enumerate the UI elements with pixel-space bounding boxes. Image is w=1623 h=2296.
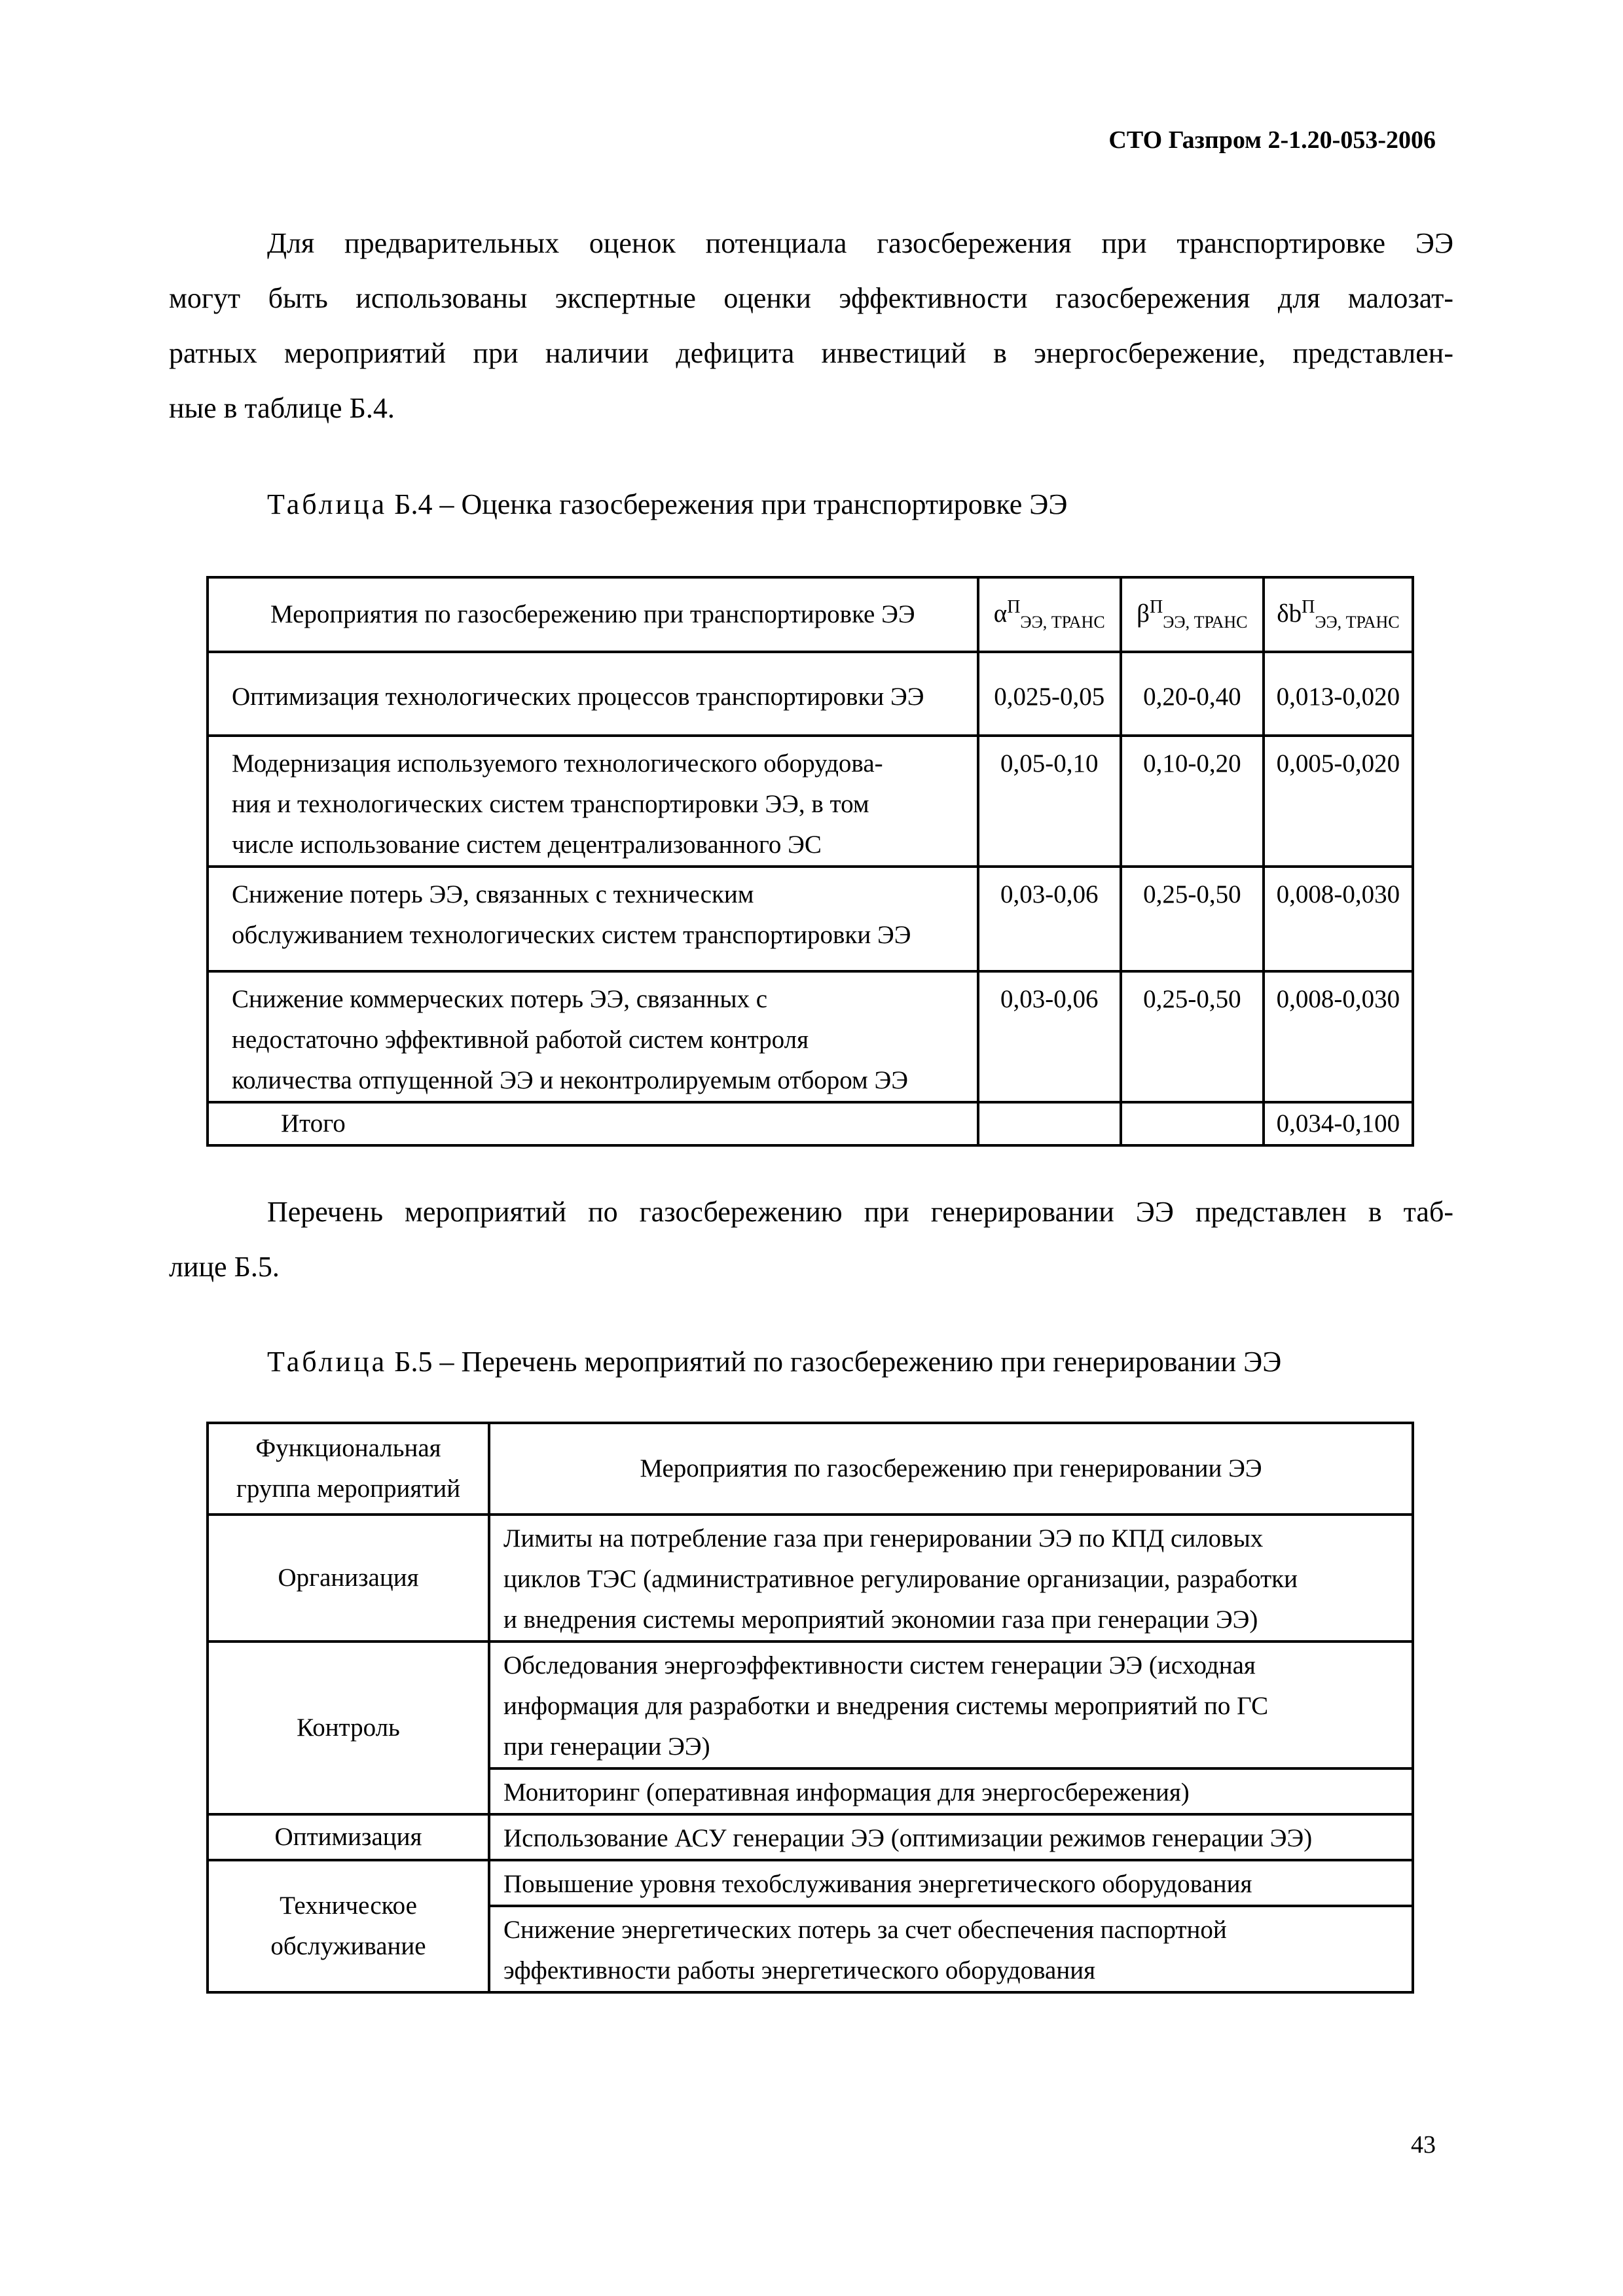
beta-cell: 0,10-0,20: [1121, 736, 1264, 867]
paragraph-line: Для предварительных оценок потенциала газосбережения при транспортировке ЭЭ: [267, 227, 1453, 259]
beta-cell: 0,25-0,50: [1121, 867, 1264, 971]
table-b4-caption: [267, 488, 1067, 521]
measure-cell: Снижение энергетических потерь за счет обеспечения паспортной эффективности работы энергетического оборудования: [489, 1906, 1413, 1992]
delta-cell: 0,008-0,030: [1264, 867, 1413, 971]
table-row: [208, 1814, 1413, 1860]
group-cell: Организация: [208, 1515, 489, 1641]
paragraph-line: ные в таблице Б.4.: [169, 392, 395, 424]
header-measure: Мероприятия по газосбережению при генерировании ЭЭ: [489, 1423, 1413, 1515]
table-header-row: [208, 577, 1413, 652]
alpha-cell: 0,025-0,05: [978, 652, 1121, 736]
document-code-header: СТО Газпром 2-1.20-053-2006: [1108, 126, 1436, 154]
measure-cell: Оптимизация технологических процессов транспортировки ЭЭ: [208, 652, 978, 736]
alpha-cell: 0,05-0,10: [978, 736, 1121, 867]
delta-cell: 0,013-0,020: [1264, 652, 1413, 736]
empty-cell: [978, 1102, 1121, 1145]
caption-text: Б.5 – Перечень мероприятий по газосбережению при генерировании ЭЭ: [394, 1346, 1282, 1378]
measure-cell: Модернизация используемого технологического оборудова- ния и технологических систем транспортировки ЭЭ, в том числе использование систем децентрализованного ЭС: [208, 736, 978, 867]
table-total-row: [208, 1102, 1413, 1145]
delta-cell: 0,008-0,030: [1264, 971, 1413, 1102]
intro-paragraph: [169, 216, 1453, 436]
table-b4: [206, 576, 1414, 1147]
measure-cell: Использование АСУ генерации ЭЭ (оптимизации режимов генерации ЭЭ): [489, 1814, 1413, 1860]
table-row: [208, 971, 1413, 1102]
empty-cell: [1121, 1102, 1264, 1145]
paragraph-line: лице Б.5.: [169, 1251, 280, 1283]
table-row: [208, 1860, 1413, 1906]
table-header-row: [208, 1423, 1413, 1515]
paragraph-line: могут быть использованы экспертные оценки эффективности газосбережения для малозат-: [169, 282, 1453, 314]
header-group: Функциональная группа мероприятий: [208, 1423, 489, 1515]
total-delta: 0,034-0,100: [1264, 1102, 1413, 1145]
delta-cell: 0,005-0,020: [1264, 736, 1413, 867]
mid-paragraph: [169, 1185, 1453, 1295]
measure-cell: Лимиты на потребление газа при генерировании ЭЭ по КПД силовых циклов ТЭС (административное регулирование организации, разработки и внедрения системы мероприятий экономии газа при генерации ЭЭ): [489, 1515, 1413, 1641]
header-beta: $\beta^П_{ЭЭ, ТРАНС}$: [1121, 577, 1264, 652]
measure-cell: Повышение уровня техобслуживания энергетического оборудования: [489, 1860, 1413, 1906]
group-cell: Техническое обслуживание: [208, 1860, 489, 1992]
header-measure: Мероприятия по газосбережению при транспортировке ЭЭ: [208, 577, 978, 652]
table-row: [208, 1641, 1413, 1768]
group-cell: Оптимизация: [208, 1814, 489, 1860]
beta-cell: 0,25-0,50: [1121, 971, 1264, 1102]
alpha-cell: 0,03-0,06: [978, 971, 1121, 1102]
alpha-cell: 0,03-0,06: [978, 867, 1121, 971]
caption-label: Таблица: [267, 1346, 388, 1378]
caption-label: Таблица: [267, 488, 388, 520]
group-cell: Контроль: [208, 1641, 489, 1814]
page-number: 43: [1411, 2131, 1436, 2159]
measure-cell: Мониторинг (оперативная информация для энергосбережения): [489, 1768, 1413, 1814]
total-label: Итого: [208, 1102, 978, 1145]
table-row: [208, 1515, 1413, 1641]
measure-cell: Снижение коммерческих потерь ЭЭ, связанных с недостаточно эффективной работой систем контроля количества отпущенной ЭЭ и неконтролируемым отбором ЭЭ: [208, 971, 978, 1102]
header-delta: $\delta b^П_{ЭЭ, ТРАНС}$: [1264, 577, 1413, 652]
measure-cell: Снижение потерь ЭЭ, связанных с техническим обслуживанием технологических систем транспортировки ЭЭ: [208, 867, 978, 971]
table-row: [208, 736, 1413, 867]
table-row: [208, 867, 1413, 971]
table-b5-caption: [267, 1345, 1281, 1378]
table-row: [208, 652, 1413, 736]
table-b5: [206, 1422, 1414, 1994]
measure-cell: Обследования энергоэффективности систем генерации ЭЭ (исходная информация для разработки и внедрения системы мероприятий по ГС при генерации ЭЭ): [489, 1641, 1413, 1768]
paragraph-line: ратных мероприятий при наличии дефицита инвестиций в энергосбережение, представлен-: [169, 337, 1453, 369]
header-alpha: $\alpha^П_{ЭЭ, ТРАНС}$: [978, 577, 1121, 652]
caption-text: Б.4 – Оценка газосбережения при транспортировке ЭЭ: [394, 488, 1068, 520]
beta-cell: 0,20-0,40: [1121, 652, 1264, 736]
paragraph-line: Перечень мероприятий по газосбережению при генерировании ЭЭ представлен в таб-: [267, 1196, 1453, 1228]
